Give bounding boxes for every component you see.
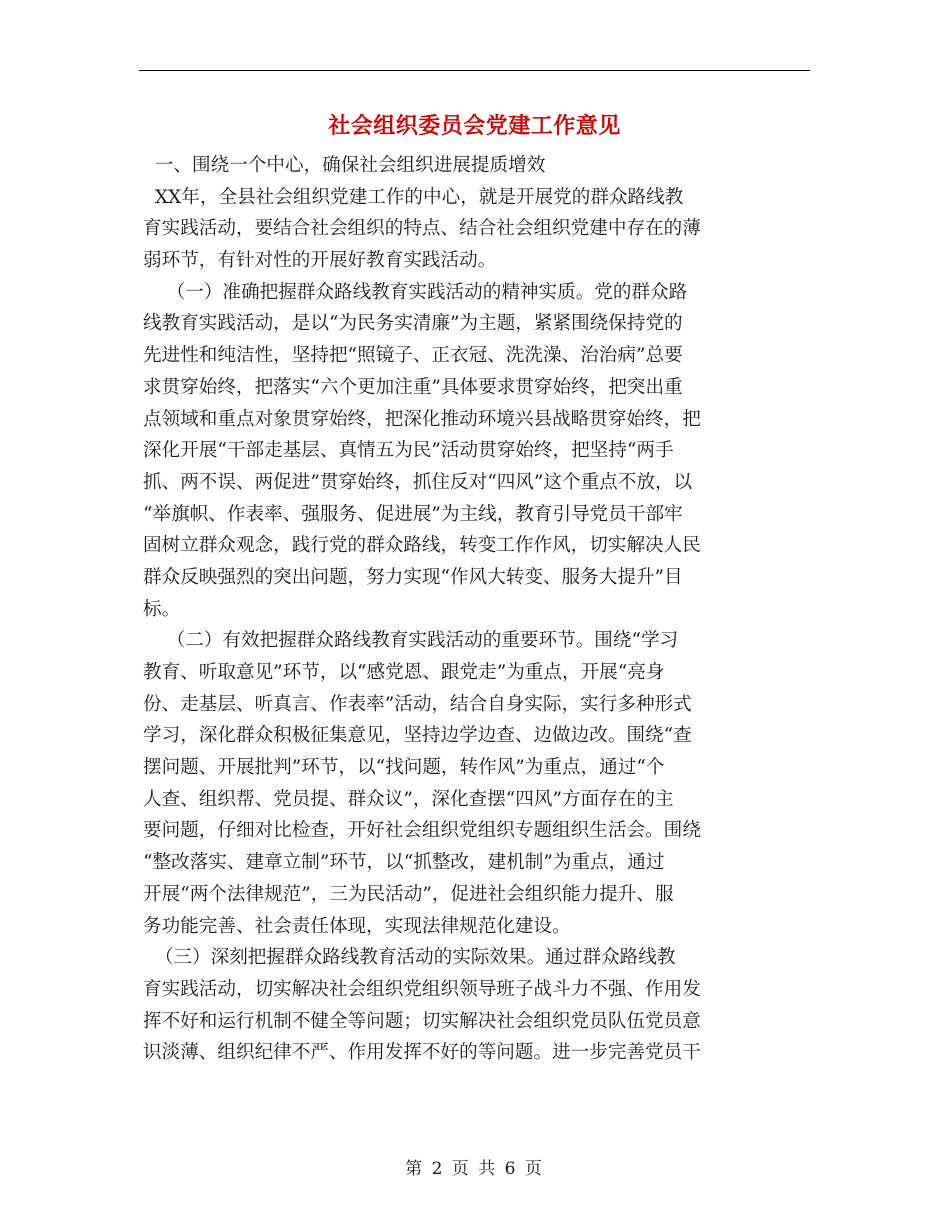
body-line: 育实践活动，要结合社会组织的特点、结合社会组织党建中存在的薄 (143, 218, 701, 240)
body-line: 份、走基层、听真言、作表率”活动，结合自身实际，实行多种形式 (143, 693, 692, 715)
body-line: “整改落实、建章立制”环节，以“抓整改，建机制”为重点，通过 (143, 852, 665, 874)
body-line: 学习，深化群众积极征集意见，坚持边学边查、边做边改。围绕“查 (143, 725, 692, 747)
body-line: 求贯穿始终，把落实“六个更加注重”具体要求贯穿始终，把突出重 (143, 376, 683, 398)
body-line: 弱环节，有针对性的开展好教育实践活动。 (143, 250, 497, 272)
body-line: 开展“两个法律规范”，三为民活动”，促进社会组织能力提升、服 (143, 883, 674, 905)
body-line: 识淡薄、组织纪律不严、作用发挥不好的等问题。进一步完善党员干 (143, 1042, 701, 1064)
page-number: 第 2 页 共 6 页 (405, 1159, 544, 1179)
body-line: 育实践活动，切实解决社会组织党组织领导班子战斗力不强、作用发 (143, 978, 701, 1000)
body-line: 教育、听取意见”环节，以“感党恩、跟党走”为重点，开展“亮身 (143, 662, 665, 683)
body-line: 先进性和纯洁性，坚持把“照镜子、正衣冠、洗洗澡、治治病”总要 (143, 345, 683, 367)
body-line: （一）准确把握群众路线教育实践活动的精神实质。党的群众路 (143, 281, 688, 303)
body-line: 挥不好和运行机制不健全等问题；切实解决社会组织党员队伍党员意 (143, 1010, 701, 1032)
body-line: 深化开展“干部走基层、真情五为民”活动贯穿始终，把坚持“两手 (143, 440, 674, 462)
body-line: 线教育实践活动，是以“为民务实清廉”为主题，紧紧围绕保持党的 (143, 313, 683, 335)
body-line: 人查、组织帮、党员提、群众议”，深化查摆“四风”方面存在的主 (143, 788, 674, 810)
body-line: 抓、两不误、两促进”贯穿始终，抓住反对“四风”这个重点不放，以 (143, 471, 693, 493)
body-line: （二）有效把握群众路线教育实践活动的重要环节。围绕“学习 (143, 630, 679, 652)
body-line: 一、围绕一个中心，确保社会组织进展提质增效 (143, 155, 546, 176)
body-line: XX年，全县社会组织党建工作的中心，就是开展党的群众路线教 (143, 186, 684, 208)
document-title: 社会组织委员会党建工作意见 (328, 113, 621, 139)
header-rule (139, 70, 810, 71)
body-line: 要问题，仔细对比检查，开好社会组织党组织专题组织生活会。围绕 (143, 820, 701, 842)
body-line: 摆问题、开展批判”环节，以“找问题，转作风”为重点，通过“个 (143, 757, 665, 779)
document-body (143, 150, 803, 1069)
body-line: 务功能完善、社会责任体现，实现法律规范化建设。 (143, 915, 571, 937)
body-line: 固树立群众观念，践行党的群众路线，转变工作作风，切实解决人民 (143, 535, 701, 557)
body-line: “举旗帜、作表率、强服务、促进展”为主线，教育引导党员干部牢 (143, 503, 683, 525)
body-line: 点领域和重点对象贯穿始终，把深化推动环境兴县战略贯穿始终，把 (143, 408, 701, 430)
body-line: 标。 (143, 598, 181, 620)
body-line: 群众反映强烈的突出问题，努力实现“作风大转变、服务大提升”目 (143, 566, 683, 588)
body-line: （三）深刻把握群众路线教育活动的实际效果。通过群众路线教 (143, 947, 676, 969)
